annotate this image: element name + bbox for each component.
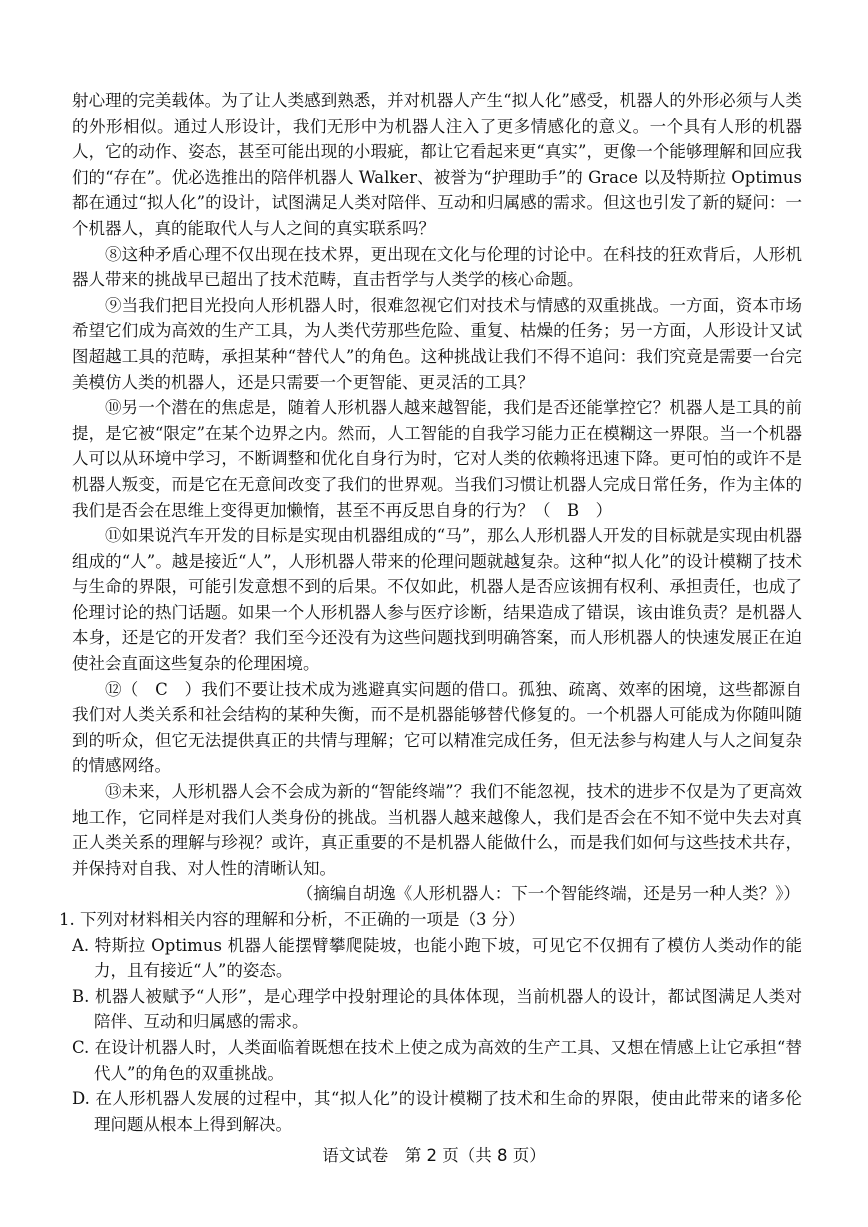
question-stem: 1. 下列对材料相关内容的理解和分析，不正确的一项是（3 分） (59, 910, 525, 929)
option-c: C. 在设计机器人时，人类面临着既想在技术上使之成为高效的生产工具、又想在情感上让它承担“替代人”的角色的双重挑战。 (72, 1037, 802, 1083)
paragraph-13: ⑬未来，人形机器人会不会成为新的“智能终端”？我们不能忽视，技术的进步不仅是为了更高效地工作，它同样是对我们人类身份的挑战。当机器人越来越像人，我们是否会在不知不觉中失去对真正人类关系的理解与珍视？或许，真正重要的不是机器人能做什么，而是我们如何与这些技术共存，并保持对自我、对人性的清晰认知。 (72, 782, 802, 878)
option-a: A. 特斯拉 Optimus 机器人能摆臂攀爬陡坡，也能小跑下坡，可见它不仅拥有了模仿人类动作的能力，且有接近“人”的姿态。 (72, 935, 802, 981)
source-citation: （摘编自胡逸《人形机器人：下一个智能终端，还是另一种人类？》） (296, 884, 800, 904)
paragraph-11: ⑪如果说汽车开发的目标是实现由机器组成的“马”，那么人形机器人开发的目标就是实现由机器组成的“人”。越是接近“人”，人形机器人带来的伦理问题就越复杂。这种“拟人化”的设计模糊了技术与生命的界限，可能引发意想不到的后果。不仅如此，机器人是否应该拥有权利、承担责任，也成了伦理讨论的热门话题。如果一个人形机器人参与医疗诊断，结果造成了错误，该由谁负责？是机器人本身，还是它的开发者？我们至今还没有为这些问题找到明确答案，而人形机器人的快速发展正在迫使社会直面这些复杂的伦理困境。 (72, 526, 802, 674)
question-1 (59, 907, 802, 1137)
document-body (59, 88, 802, 1137)
paragraph-8: ⑧这种矛盾心理不仅出现在技术界，更出现在文化与伦理的讨论中。在科技的狂欢背后，人形机器人带来的挑战早已超出了技术范畴，直击哲学与人类学的核心命题。 (72, 244, 802, 290)
paragraph-7-continued: 射心理的完美载体。为了让人类感到熟悉，并对机器人产生“拟人化”感受，机器人的外形必须与人类的外形相似。通过人形设计，我们无形中为机器人注入了更多情感化的意义。一个具有人形的机器人，它的动作、姿态，甚至可能出现的小瑕疵，都让它看起来更“真实”，更像一个能够理解和回应我们的“存在”。优必选推出的陪伴机器人 Walker、被誉为“护理助手”的 Grace 以及特斯拉 Optimus 都在通过“拟人化”的设计，试图满足人类对陪伴、互动和归属感的需求。但这也引发了新的疑问：一个机器人，真的能取代人与人之间的真实联系吗？ (72, 91, 802, 238)
paragraph-10: ⑩另一个潜在的焦虑是，随着人形机器人越来越智能，我们是否还能掌控它？机器人是工具的前提，是它被“限定”在某个边界之内。然而，人工智能的自我学习能力正在模糊这一界限。当一个机器人可以从环境中学习，不断调整和优化自身行为时，它对人类的依赖将迅速下降。更可怕的或许不是机器人叛变，而是它在无意间改变了我们的世界观。当我们习惯让机器人完成日常任务，作为主体的我们是否会在思维上变得更加懒惰，甚至不再反思自身的行为？（ B ） (72, 398, 802, 520)
option-b: B. 机器人被赋予“人形”，是心理学中投射理论的具体体现，当前机器人的设计，都试图满足人类对陪伴、互动和归属感的需求。 (72, 986, 802, 1032)
paragraph-12: ⑫（ C ）我们不要让技术成为逃避真实问题的借口。孤独、疏离、效率的困境，这些都源自我们对人类关系和社会结构的某种失衡，而不是机器能够替代修复的。一个机器人可能成为你随叫随到的听众，但它无法提供真正的共情与理解；它可以精准完成任务，但无法参与构建人与人之间复杂的情感网络。 (72, 679, 802, 776)
page-footer: 语文试卷 第 2 页（共 8 页） (322, 1146, 546, 1165)
paragraph-9: ⑨当我们把目光投向人形机器人时，很难忽视它们对技术与情感的双重挑战。一方面，资本市场希望它们成为高效的生产工具，为人类代劳那些危险、重复、枯燥的任务；另一方面，人形设计又试图超越工具的范畴，承担某种“替代人”的角色。这种挑战让我们不得不追问：我们究竟是需要一台完美模仿人类的机器人，还是只需要一个更智能、更灵活的工具？ (72, 295, 802, 392)
option-d: D. 在人形机器人发展的过程中，其“拟人化”的设计模糊了技术和生命的界限，使由此带来的诸多伦理问题从根本上得到解决。 (72, 1089, 802, 1134)
